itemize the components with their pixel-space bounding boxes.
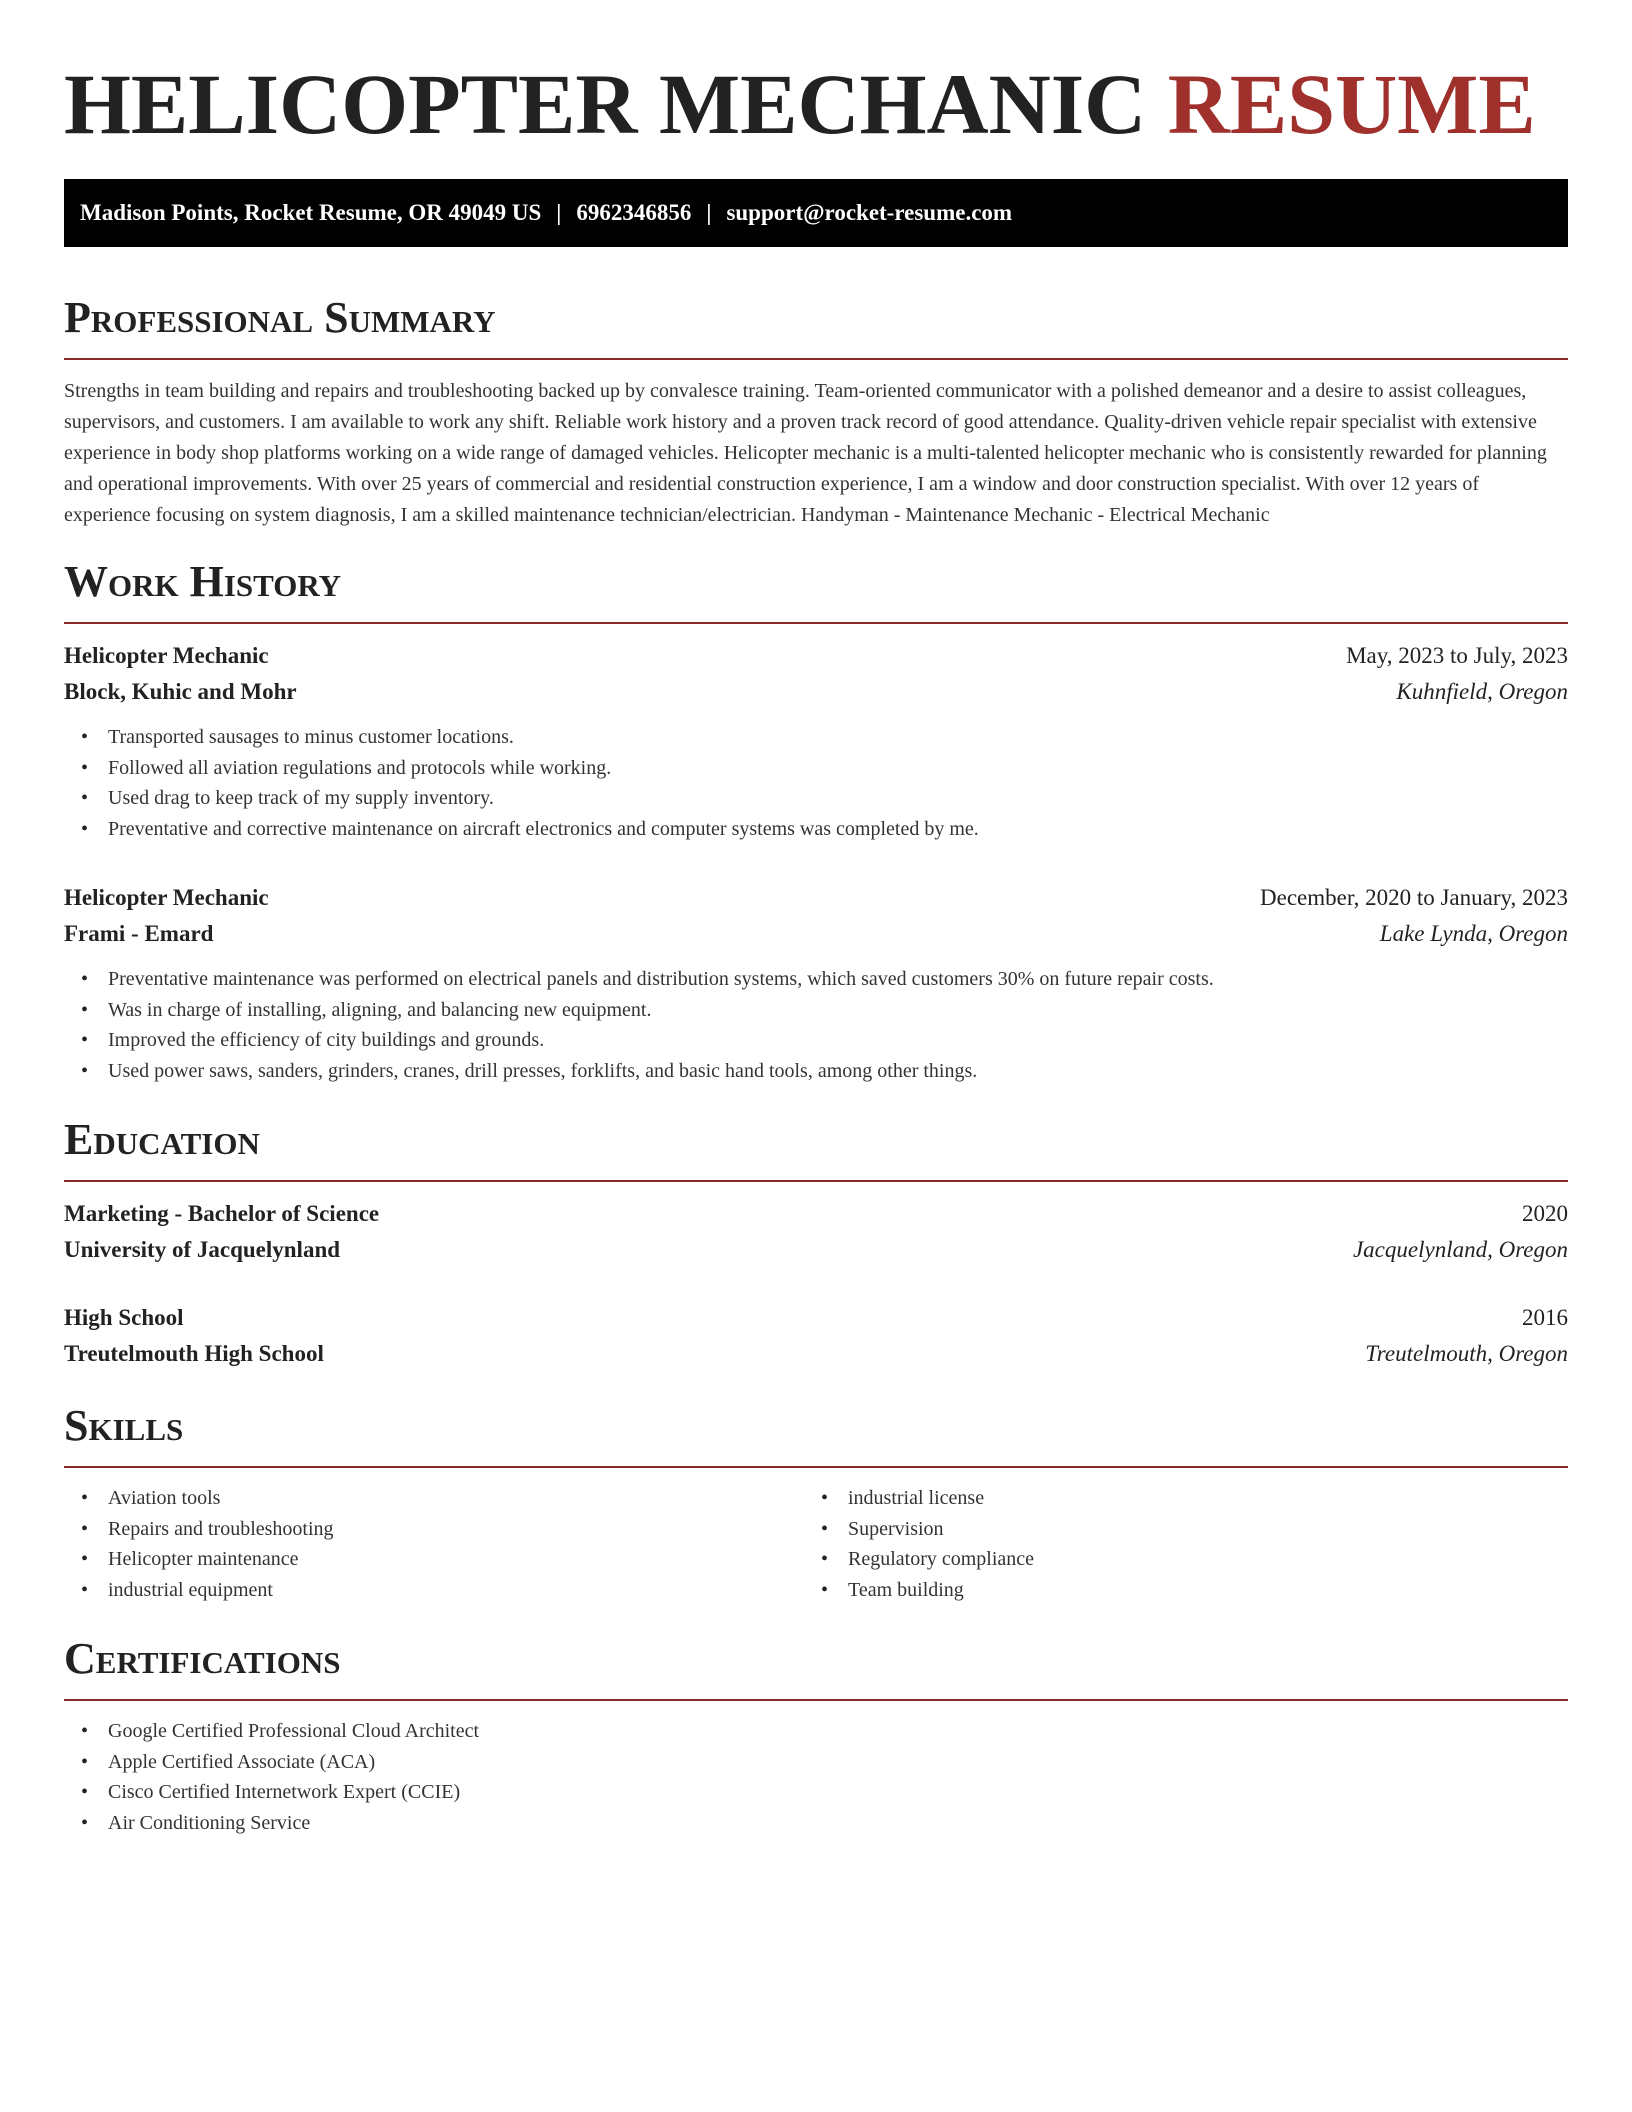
job-duties <box>64 964 1568 1086</box>
job-dates: December, 2020 to January, 2023 <box>1260 885 1568 910</box>
skill-item: • Repairs and troubleshooting <box>64 1514 804 1545</box>
summary-text: Strengths in team building and repairs and troubleshooting backed up by convalesce training. Team-oriented communicator with a polished demeanor and a desire to assist colleagues, supervisors, and customers. I am available to work any shift. Reliable work history and a proven track record of good attendance. Quality-driven vehicle repair specialist with extensive experience in body shop platforms working on a wide range of damaged vehicles. Helicopter mechanic is a multi-talented helicopter mechanic who is consistently rewarded for planning and operational improvements. With over 25 years of commercial and residential construction experience, I am a window and door construction specialist. With over 12 years of experience focusing on system diagnosis, I am a skilled maintenance technician/electrician. Handyman - Maintenance Mechanic - Electrical Mechanic <box>64 380 1547 526</box>
contact-phone: 6962346856 <box>576 200 692 225</box>
skill-item: • industrial equipment <box>64 1575 804 1606</box>
contact-email: support@rocket-resume.com <box>726 200 1013 225</box>
school-name: Treutelmouth High School <box>64 1341 324 1366</box>
skill-item: • industrial license <box>804 1483 1544 1514</box>
skills-column-right <box>804 1483 1544 1605</box>
education-heading: Education <box>64 1115 260 1164</box>
skills-heading: Skills <box>64 1401 184 1450</box>
school-name: University of Jacquelynland <box>64 1237 341 1262</box>
skill-item: • Regulatory compliance <box>804 1544 1544 1575</box>
certifications-list <box>64 1716 1568 1838</box>
section-divider <box>64 1699 1568 1701</box>
certification-item: • Air Conditioning Service <box>64 1808 1568 1839</box>
certification-item: • Cisco Certified Internetwork Expert (CCIE) <box>64 1777 1568 1808</box>
skills-grid <box>64 1483 1568 1605</box>
job-title: Helicopter Mechanic <box>64 885 269 910</box>
section-divider <box>64 358 1568 360</box>
job-location: Kuhnfield, Oregon <box>1396 679 1568 704</box>
job-company: Block, Kuhic and Mohr <box>64 679 297 704</box>
job-title: Helicopter Mechanic <box>64 643 269 668</box>
certifications-heading: Certifications <box>64 1634 341 1683</box>
title-accent: RESUME <box>1167 56 1536 152</box>
title-main: HELICOPTER MECHANIC <box>64 56 1168 152</box>
certifications-section <box>64 1631 1568 1838</box>
list-item: • Followed all aviation regulations and protocols while working. <box>64 753 1568 784</box>
job-title-row <box>64 638 1568 674</box>
graduation-year: 2016 <box>1522 1305 1568 1330</box>
degree-name: High School <box>64 1305 184 1330</box>
job-duties <box>64 722 1568 844</box>
list-item: • Used power saws, sanders, grinders, cranes, drill presses, forklifts, and basic hand tools, among other things. <box>64 1056 1568 1087</box>
list-item: • Used drag to keep track of my supply inventory. <box>64 783 1568 814</box>
graduation-year: 2020 <box>1522 1201 1568 1226</box>
section-divider <box>64 1466 1568 1468</box>
skill-item: • Supervision <box>804 1514 1544 1545</box>
list-item: • Improved the efficiency of city buildings and grounds. <box>64 1025 1568 1056</box>
skill-item: • Aviation tools <box>64 1483 804 1514</box>
skill-item: • Team building <box>804 1575 1544 1606</box>
education-entry <box>64 1300 1568 1372</box>
skill-item: • Helicopter maintenance <box>64 1544 804 1575</box>
degree-row <box>64 1300 1568 1336</box>
contact-address: Madison Points, Rocket Resume, OR 49049 US <box>80 200 542 225</box>
degree-name: Marketing - Bachelor of Science <box>64 1201 380 1226</box>
certification-item: • Google Certified Professional Cloud Architect <box>64 1716 1568 1747</box>
job-entry <box>64 638 1568 844</box>
degree-row <box>64 1196 1568 1232</box>
job-company-row <box>64 674 1568 710</box>
certification-item: • Apple Certified Associate (ACA) <box>64 1747 1568 1778</box>
list-item: • Transported sausages to minus customer locations. <box>64 722 1568 753</box>
list-item: • Was in charge of installing, aligning, and balancing new equipment. <box>64 995 1568 1026</box>
summary-heading: Professional Summary <box>64 293 496 342</box>
skills-column-left <box>64 1483 804 1605</box>
list-item: • Preventative and corrective maintenance on aircraft electronics and computer systems was completed by me. <box>64 814 1568 845</box>
section-divider <box>64 1180 1568 1182</box>
section-divider <box>64 622 1568 624</box>
education-entry <box>64 1196 1568 1268</box>
education-section <box>64 1112 1568 1372</box>
resume-title <box>64 0 1568 158</box>
skills-section <box>64 1398 1568 1605</box>
contact-separator: | <box>556 200 562 225</box>
school-location: Treutelmouth, Oregon <box>1365 1341 1568 1366</box>
job-company: Frami - Emard <box>64 921 214 946</box>
list-item: • Preventative maintenance was performed on electrical panels and distribution systems, which saved customers 30% on future repair costs. <box>64 964 1568 995</box>
job-entry <box>64 880 1568 1086</box>
school-row <box>64 1232 1568 1268</box>
summary-section <box>64 290 1568 531</box>
resume-page <box>64 0 1568 1838</box>
school-row <box>64 1336 1568 1372</box>
work-history-heading: Work History <box>64 557 342 606</box>
job-location: Lake Lynda, Oregon <box>1379 921 1568 946</box>
contact-separator: | <box>706 200 712 225</box>
school-location: Jacquelynland, Oregon <box>1352 1237 1568 1262</box>
job-title-row <box>64 880 1568 916</box>
work-history-section <box>64 554 1568 1086</box>
job-company-row <box>64 916 1568 952</box>
job-dates: May, 2023 to July, 2023 <box>1346 643 1568 668</box>
contact-bar <box>64 179 1568 247</box>
